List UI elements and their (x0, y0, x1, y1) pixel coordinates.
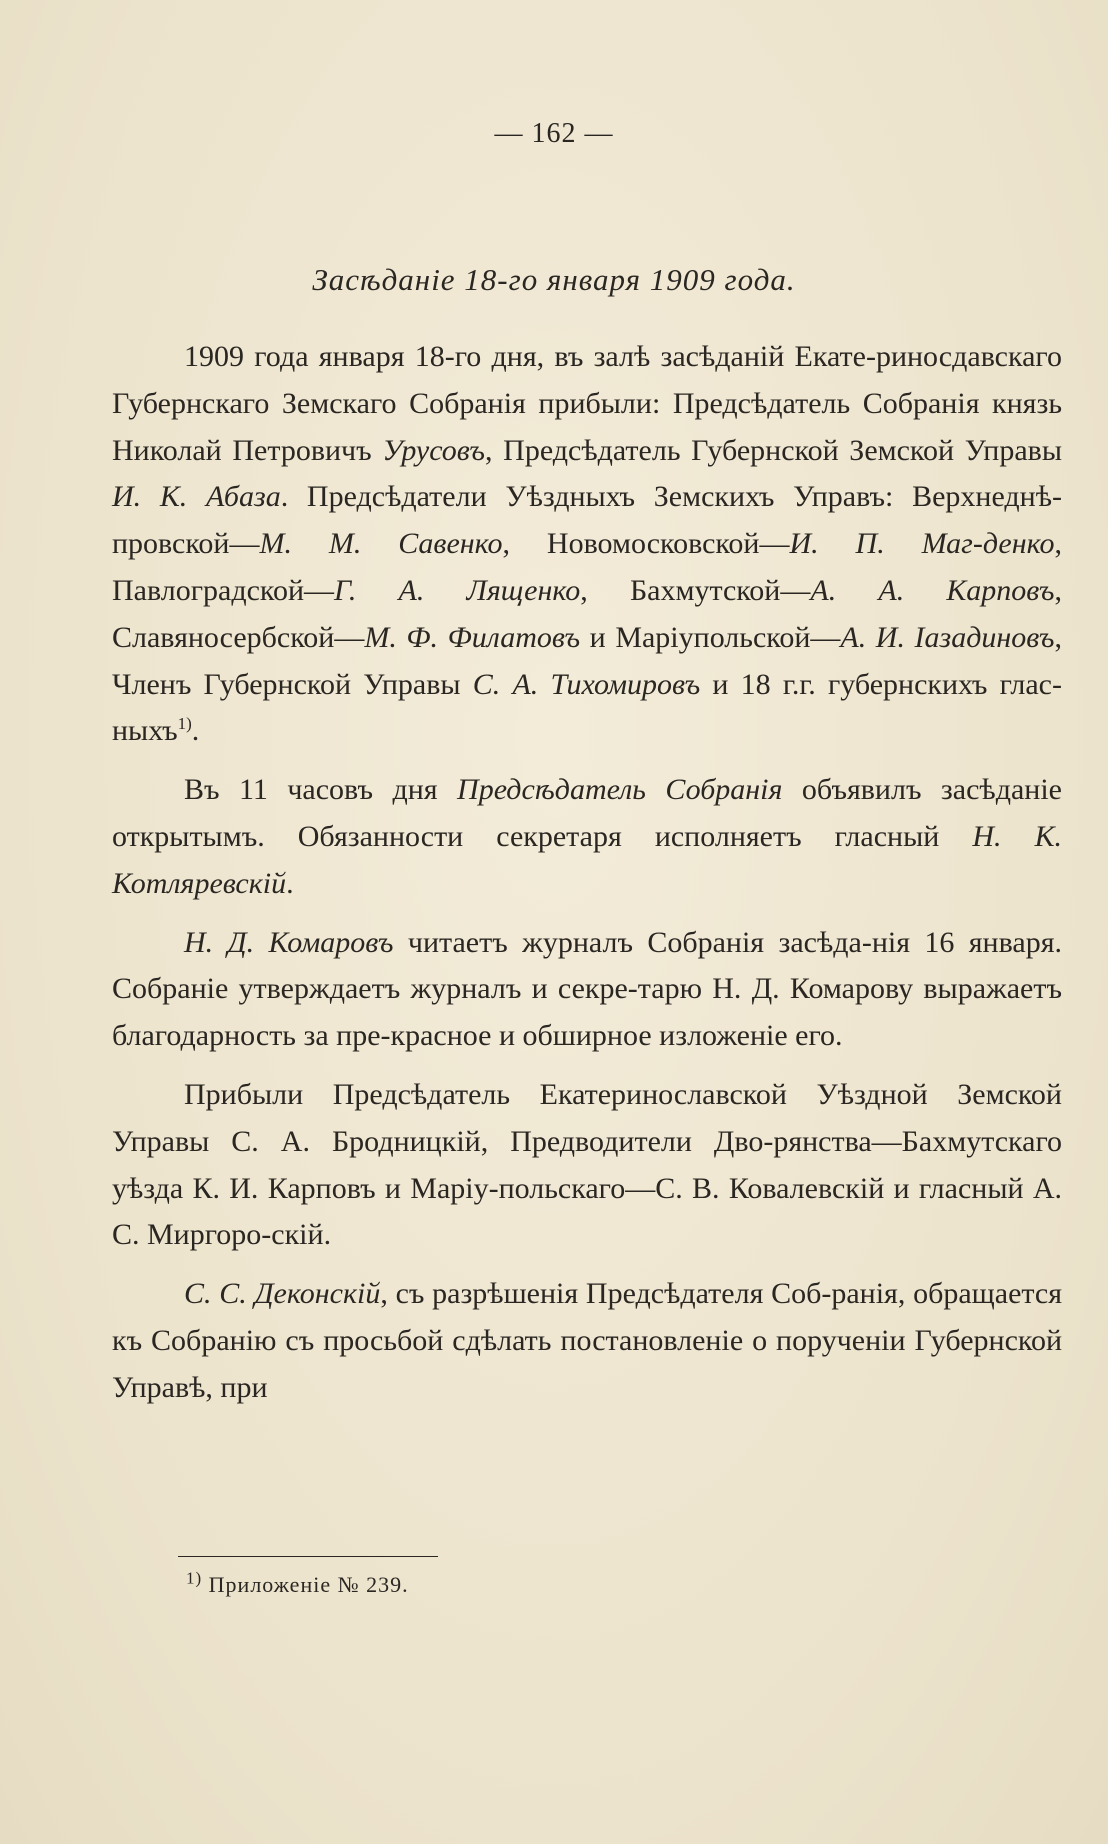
text-run: , съ разрѣшенія Предсѣдателя Соб-ранія, обращается къ Собранію съ просьбой сдѣлать постановленіе о порученіи Губернской Управѣ, при (112, 1277, 1062, 1404)
session-heading: Засѣданіе 18-го января 1909 года. (312, 262, 796, 297)
text-run: , Новомосковской— (502, 527, 790, 561)
italic-name: М. Ф. Филатовъ (364, 620, 581, 654)
page-number: — 162 — (494, 118, 614, 149)
paragraph-opening (112, 767, 1062, 907)
text-run: Прибыли Предсѣдатель Екатеринославской Уѣздной Земской Управы С. А. Бродницкій, Предводители Дво-рянства—Бахмутскаго уѣзда К. И. Карповъ и Маріу-польскаго—С. В. Ковалевскій и гласный А. С. Миргоро-скій. (112, 1077, 1062, 1252)
italic-name: М. М. Савенко (259, 527, 503, 561)
italic-name: Н. К. Котляревскій (112, 819, 1062, 900)
text-run: . Предсѣдатели Уѣздныхъ Земскихъ Управъ: Верхнеднѣ-провской— (112, 480, 1063, 561)
italic-name: И. К. Абаза (112, 480, 281, 514)
italic-name: Предсѣдатель Собранія (457, 773, 783, 807)
text-run: . (191, 714, 200, 748)
italic-name: Г. А. Лященко (334, 573, 581, 607)
paragraph-journal (112, 920, 1062, 1060)
text-run: , Бахмутской— (580, 573, 811, 607)
body-text (112, 334, 1062, 1424)
text-run: и 18 г.г. губернскихъ глас-ныхъ (112, 667, 1062, 748)
text-run: . (286, 866, 294, 900)
italic-name: И. П. Маг-денко (789, 527, 1055, 561)
paragraph-arrivals (112, 1072, 1062, 1259)
italic-name: Н. Д. Комаровъ (184, 925, 394, 959)
text-run: читаетъ журналъ Собранія засѣда-нія 16 января. Собраніе утверждаетъ журналъ и секре-тарю Н. Д. Комарову выражаетъ благодарность за пре-красное и обширное изложеніе его. (112, 925, 1062, 1053)
text-run: , Павлоградской— (112, 527, 1062, 607)
italic-name: С. А. Тихомировъ (472, 667, 701, 701)
paragraph-dekonsky (112, 1271, 1062, 1411)
text-run: и Маріупольской— (580, 620, 841, 654)
text-run: , Славяносербской— (112, 573, 1062, 654)
italic-name: С. С. Деконскій (184, 1277, 381, 1311)
text-run: , Членъ Губернской Управы (112, 620, 1062, 701)
italic-name: А. А. Карповъ (810, 573, 1055, 607)
footnote-text: Приложеніе № 239. (202, 1572, 409, 1597)
footnote-ref: 1) (177, 714, 192, 734)
text-run: , Предсѣдатель Губернской Земской Управы (485, 433, 1062, 467)
text-run: объявилъ засѣданіе открытымъ. Обязанности секретаря исполняетъ гласный (112, 773, 1062, 853)
italic-name: А. И. Іазадиновъ (840, 620, 1055, 654)
footnote (186, 1568, 409, 1598)
text-run: 1909 года января 18-го дня, въ залѣ засѣданій Екате-риносдавскаго Губернскаго Земскаго Собранія прибыли: Предсѣдатель Собранія князь Николай Петровичъ (112, 340, 1062, 467)
footnote-mark: 1) (186, 1568, 203, 1588)
text-run: Въ 11 часовъ дня (184, 773, 458, 807)
footnote-divider (178, 1556, 438, 1557)
paragraph-attendance (112, 334, 1062, 755)
italic-name: Урусовъ (382, 433, 485, 467)
